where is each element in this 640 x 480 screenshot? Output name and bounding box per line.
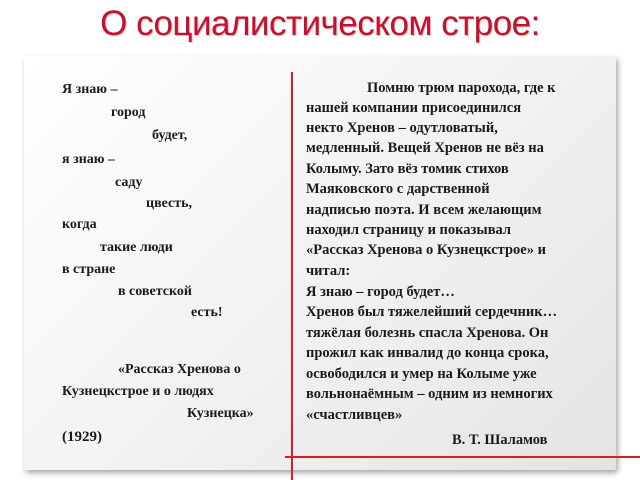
horizontal-divider bbox=[285, 456, 640, 458]
poem-line: город bbox=[111, 105, 146, 120]
poem-source: Кузнецка» bbox=[187, 406, 254, 421]
prose-line: Маяковского с дарственной bbox=[306, 181, 490, 197]
prose-line: Хренов был тяжелейший сердечник… bbox=[306, 304, 558, 320]
prose-line: освободился и умер на Колыме уже bbox=[306, 366, 537, 382]
prose-line: Я знаю – город будет… bbox=[306, 284, 455, 300]
poem-line: саду bbox=[115, 175, 143, 190]
prose-line: Помню трюм парохода, где к bbox=[367, 80, 556, 96]
prose-line: медленный. Вещей Хренов не вёз на bbox=[306, 140, 544, 156]
poem-line: я знаю – bbox=[62, 152, 115, 167]
slide-title: О социалистическом строе: bbox=[100, 4, 540, 43]
poem-line: есть! bbox=[191, 305, 223, 320]
prose-line: нашей компании присоединился bbox=[306, 100, 522, 116]
poem-line: в стране bbox=[62, 262, 116, 277]
prose-line: тяжёлая болезнь спасла Хренова. Он bbox=[306, 325, 549, 341]
poem-line: когда bbox=[62, 217, 97, 232]
prose-line: некто Хренов – одутловатый, bbox=[306, 120, 498, 136]
prose-line: Колыму. Зато вёз томик стихов bbox=[306, 161, 509, 177]
poem-year: (1929) bbox=[62, 429, 102, 445]
prose-line: надписью поэта. И всем желающим bbox=[306, 202, 542, 218]
prose-line: «Рассказ Хренова о Кузнецкстрое» и bbox=[306, 242, 546, 258]
poem-source: Кузнецкстрое и о людях bbox=[62, 384, 214, 399]
poem-line: Я знаю – bbox=[62, 82, 118, 97]
prose-line: читал: bbox=[306, 263, 351, 279]
prose-author: В. Т. Шаламов bbox=[452, 432, 548, 448]
vertical-divider bbox=[291, 72, 293, 480]
prose-line: вольнонаёмным – одним из немногих bbox=[306, 386, 553, 402]
prose-line: находил страницу и показывал bbox=[306, 222, 512, 238]
poem-line: такие люди bbox=[100, 240, 173, 255]
prose-line: прожил как инвалид до конца срока, bbox=[306, 345, 549, 361]
poem-source: «Рассказ Хренова о bbox=[118, 362, 241, 377]
poem-line: в советской bbox=[118, 284, 192, 299]
poem-line: цвесть, bbox=[146, 196, 193, 211]
prose-line: «счастливцев» bbox=[306, 407, 403, 423]
poem-line: будет, bbox=[152, 128, 188, 143]
